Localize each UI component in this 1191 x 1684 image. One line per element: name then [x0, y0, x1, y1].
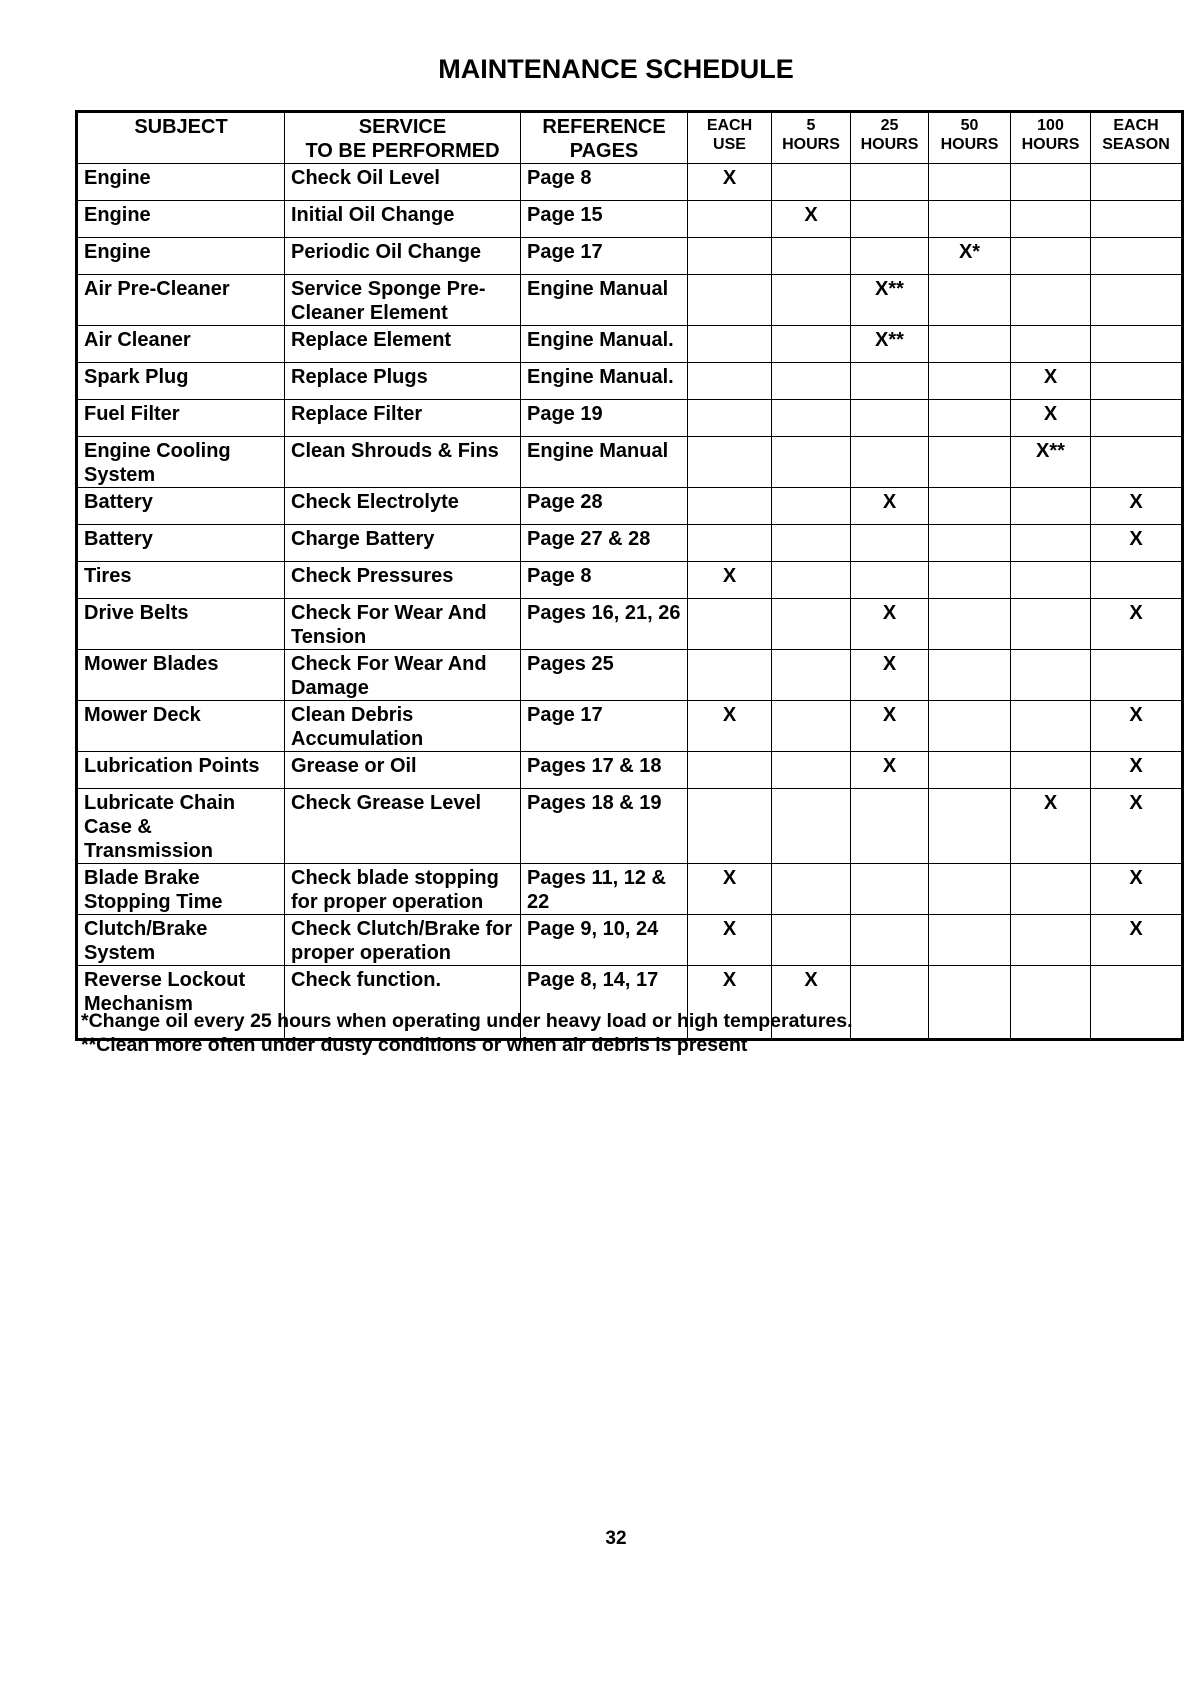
cell-5-hours: [772, 562, 851, 599]
cell-25-hours: X: [851, 599, 929, 650]
cell-25-hours: [851, 164, 929, 201]
cell-100-hours: [1011, 562, 1091, 599]
cell-each-use: X: [688, 701, 772, 752]
cell-each-use: [688, 326, 772, 363]
cell-each-use: X: [688, 164, 772, 201]
cell-service: Check Electrolyte: [285, 488, 521, 525]
cell-service: Clean Shrouds & Fins: [285, 437, 521, 488]
cell-subject: Engine: [77, 201, 285, 238]
cell-5-hours: [772, 599, 851, 650]
table-row: [77, 864, 1183, 915]
cell-service: Service Sponge Pre-Cleaner Element: [285, 275, 521, 326]
cell-each-use: [688, 201, 772, 238]
cell-subject: Spark Plug: [77, 363, 285, 400]
header-100-hours: 100 HOURS: [1011, 112, 1091, 164]
cell-50-hours: [929, 164, 1011, 201]
cell-each-season: X: [1091, 789, 1183, 864]
cell-5-hours: [772, 789, 851, 864]
cell-service: Check For Wear And Damage: [285, 650, 521, 701]
cell-each-season: [1091, 326, 1183, 363]
cell-100-hours: [1011, 326, 1091, 363]
cell-5-hours: [772, 488, 851, 525]
footnote-oil-change: *Change oil every 25 hours when operating under heavy load or high temperatures.: [81, 1010, 853, 1032]
cell-5-hours: [772, 525, 851, 562]
cell-5-hours: X: [772, 966, 851, 1040]
cell-each-use: [688, 363, 772, 400]
header-subject: SUBJECT: [77, 112, 285, 164]
cell-25-hours: X: [851, 488, 929, 525]
cell-each-season: X: [1091, 864, 1183, 915]
cell-25-hours: X: [851, 752, 929, 789]
cell-service: Initial Oil Change: [285, 201, 521, 238]
cell-each-use: [688, 275, 772, 326]
cell-25-hours: [851, 363, 929, 400]
cell-5-hours: [772, 752, 851, 789]
cell-100-hours: [1011, 164, 1091, 201]
cell-reference: Engine Manual: [521, 275, 688, 326]
cell-50-hours: [929, 789, 1011, 864]
cell-each-season: [1091, 650, 1183, 701]
cell-50-hours: [929, 201, 1011, 238]
cell-50-hours: X*: [929, 238, 1011, 275]
cell-reference: Page 28: [521, 488, 688, 525]
cell-25-hours: X**: [851, 275, 929, 326]
cell-service: Check Grease Level: [285, 789, 521, 864]
cell-100-hours: [1011, 966, 1091, 1040]
table-row: [77, 488, 1183, 525]
cell-reference: Engine Manual.: [521, 363, 688, 400]
cell-25-hours: [851, 238, 929, 275]
cell-service: Check function.: [285, 966, 521, 1040]
cell-each-season: X: [1091, 752, 1183, 789]
cell-each-season: [1091, 437, 1183, 488]
cell-100-hours: [1011, 701, 1091, 752]
table-row: [77, 599, 1183, 650]
cell-50-hours: [929, 752, 1011, 789]
cell-5-hours: [772, 164, 851, 201]
cell-5-hours: [772, 326, 851, 363]
table-row: [77, 363, 1183, 400]
cell-each-season: [1091, 201, 1183, 238]
table-row: [77, 238, 1183, 275]
cell-5-hours: [772, 701, 851, 752]
table-row: [77, 400, 1183, 437]
cell-100-hours: [1011, 864, 1091, 915]
cell-each-season: [1091, 238, 1183, 275]
cell-each-season: [1091, 400, 1183, 437]
cell-each-season: [1091, 363, 1183, 400]
cell-100-hours: [1011, 915, 1091, 966]
header-5-hours: 5 HOURS: [772, 112, 851, 164]
cell-service: Check Oil Level: [285, 164, 521, 201]
cell-reference: Pages 25: [521, 650, 688, 701]
cell-50-hours: [929, 864, 1011, 915]
cell-subject: Blade Brake Stopping Time: [77, 864, 285, 915]
cell-reference: Pages 11, 12 & 22: [521, 864, 688, 915]
cell-subject: Tires: [77, 562, 285, 599]
cell-5-hours: [772, 400, 851, 437]
cell-each-season: X: [1091, 915, 1183, 966]
cell-each-use: [688, 650, 772, 701]
cell-25-hours: [851, 562, 929, 599]
cell-service: Check Clutch/Brake for proper operation: [285, 915, 521, 966]
cell-50-hours: [929, 326, 1011, 363]
cell-50-hours: [929, 599, 1011, 650]
cell-100-hours: [1011, 488, 1091, 525]
cell-subject: Clutch/Brake System: [77, 915, 285, 966]
cell-subject: Battery: [77, 525, 285, 562]
cell-subject: Battery: [77, 488, 285, 525]
cell-each-use: [688, 437, 772, 488]
cell-service: Check Pressures: [285, 562, 521, 599]
cell-subject: Lubrication Points: [77, 752, 285, 789]
cell-reference: Page 27 & 28: [521, 525, 688, 562]
table-row: [77, 752, 1183, 789]
cell-5-hours: [772, 363, 851, 400]
cell-50-hours: [929, 966, 1011, 1040]
cell-service: Replace Plugs: [285, 363, 521, 400]
cell-reference: Page 17: [521, 701, 688, 752]
header-reference: REFERENCE PAGES: [521, 112, 688, 164]
cell-50-hours: [929, 915, 1011, 966]
cell-50-hours: [929, 437, 1011, 488]
cell-100-hours: X: [1011, 789, 1091, 864]
cell-50-hours: [929, 400, 1011, 437]
footnotes: [81, 1009, 853, 1057]
cell-subject: Fuel Filter: [77, 400, 285, 437]
cell-reference: Page 9, 10, 24: [521, 915, 688, 966]
cell-reference: Pages 16, 21, 26: [521, 599, 688, 650]
cell-reference: Page 8, 14, 17: [521, 966, 688, 1040]
cell-service: Check For Wear And Tension: [285, 599, 521, 650]
cell-each-season: X: [1091, 599, 1183, 650]
cell-each-use: [688, 525, 772, 562]
cell-50-hours: [929, 701, 1011, 752]
cell-each-use: [688, 488, 772, 525]
cell-each-use: [688, 752, 772, 789]
cell-service: Clean Debris Accumulation: [285, 701, 521, 752]
cell-subject: Reverse Lockout Mechanism: [77, 966, 285, 1040]
table-row: [77, 275, 1183, 326]
cell-reference: Engine Manual.: [521, 326, 688, 363]
cell-reference: Page 19: [521, 400, 688, 437]
cell-reference: Page 15: [521, 201, 688, 238]
table-row: [77, 562, 1183, 599]
header-50-hours: 50 HOURS: [929, 112, 1011, 164]
cell-100-hours: [1011, 525, 1091, 562]
cell-service: Grease or Oil: [285, 752, 521, 789]
cell-each-season: X: [1091, 701, 1183, 752]
cell-5-hours: X: [772, 201, 851, 238]
cell-subject: Drive Belts: [77, 599, 285, 650]
cell-service: Periodic Oil Change: [285, 238, 521, 275]
cell-5-hours: [772, 437, 851, 488]
cell-50-hours: [929, 488, 1011, 525]
cell-subject: Engine: [77, 238, 285, 275]
cell-25-hours: [851, 966, 929, 1040]
cell-each-use: [688, 238, 772, 275]
header-row: [77, 112, 1183, 164]
cell-5-hours: [772, 650, 851, 701]
cell-100-hours: X**: [1011, 437, 1091, 488]
cell-25-hours: X**: [851, 326, 929, 363]
cell-50-hours: [929, 525, 1011, 562]
maintenance-schedule-table: [75, 110, 1184, 1041]
cell-25-hours: [851, 915, 929, 966]
cell-5-hours: [772, 864, 851, 915]
cell-service: Charge Battery: [285, 525, 521, 562]
header-service: SERVICE TO BE PERFORMED: [285, 112, 521, 164]
cell-each-season: [1091, 164, 1183, 201]
cell-each-season: X: [1091, 488, 1183, 525]
cell-subject: Mower Deck: [77, 701, 285, 752]
cell-25-hours: [851, 864, 929, 915]
cell-service: Replace Element: [285, 326, 521, 363]
cell-100-hours: [1011, 599, 1091, 650]
cell-reference: Page 8: [521, 164, 688, 201]
header-each-season: EACH SEASON: [1091, 112, 1183, 164]
header-each-use: EACH USE: [688, 112, 772, 164]
cell-reference: Pages 18 & 19: [521, 789, 688, 864]
table-row: [77, 437, 1183, 488]
cell-subject: Air Cleaner: [77, 326, 285, 363]
cell-50-hours: [929, 363, 1011, 400]
cell-each-season: [1091, 275, 1183, 326]
table-row: [77, 525, 1183, 562]
table-row: [77, 650, 1183, 701]
cell-service: Check blade stopping for proper operation: [285, 864, 521, 915]
cell-25-hours: [851, 525, 929, 562]
cell-each-use: X: [688, 966, 772, 1040]
cell-subject: Engine Cooling System: [77, 437, 285, 488]
cell-50-hours: [929, 650, 1011, 701]
cell-100-hours: [1011, 201, 1091, 238]
cell-subject: Engine: [77, 164, 285, 201]
cell-50-hours: [929, 275, 1011, 326]
cell-each-season: X: [1091, 525, 1183, 562]
cell-100-hours: [1011, 238, 1091, 275]
cell-25-hours: [851, 789, 929, 864]
cell-each-use: X: [688, 915, 772, 966]
table-row: [77, 201, 1183, 238]
header-25-hours: 25 HOURS: [851, 112, 929, 164]
page-title: MAINTENANCE SCHEDULE: [438, 54, 794, 84]
cell-100-hours: [1011, 650, 1091, 701]
cell-reference: Page 17: [521, 238, 688, 275]
cell-each-use: X: [688, 864, 772, 915]
cell-service: Replace Filter: [285, 400, 521, 437]
cell-each-use: [688, 789, 772, 864]
cell-100-hours: [1011, 752, 1091, 789]
cell-each-season: [1091, 562, 1183, 599]
cell-subject: Mower Blades: [77, 650, 285, 701]
cell-100-hours: X: [1011, 400, 1091, 437]
table-row: [77, 164, 1183, 201]
cell-100-hours: [1011, 275, 1091, 326]
cell-reference: Pages 17 & 18: [521, 752, 688, 789]
cell-5-hours: [772, 915, 851, 966]
cell-subject: Lubricate Chain Case & Transmission: [77, 789, 285, 864]
cell-50-hours: [929, 562, 1011, 599]
cell-reference: Engine Manual: [521, 437, 688, 488]
cell-subject: Air Pre-Cleaner: [77, 275, 285, 326]
table-row: [77, 326, 1183, 363]
cell-25-hours: [851, 437, 929, 488]
table-row: [77, 789, 1183, 864]
cell-25-hours: [851, 201, 929, 238]
table-row: [77, 701, 1183, 752]
cell-each-use: X: [688, 562, 772, 599]
cell-25-hours: [851, 400, 929, 437]
table-row: [77, 915, 1183, 966]
cell-25-hours: X: [851, 701, 929, 752]
footnote-dusty-conditions: **Clean more often under dusty conditions or when air debris is present: [81, 1034, 748, 1056]
cell-each-use: [688, 599, 772, 650]
cell-each-use: [688, 400, 772, 437]
cell-reference: Page 8: [521, 562, 688, 599]
cell-100-hours: X: [1011, 363, 1091, 400]
cell-5-hours: [772, 238, 851, 275]
page-number: 32: [605, 1528, 627, 1549]
cell-25-hours: X: [851, 650, 929, 701]
cell-each-season: [1091, 966, 1183, 1040]
cell-5-hours: [772, 275, 851, 326]
